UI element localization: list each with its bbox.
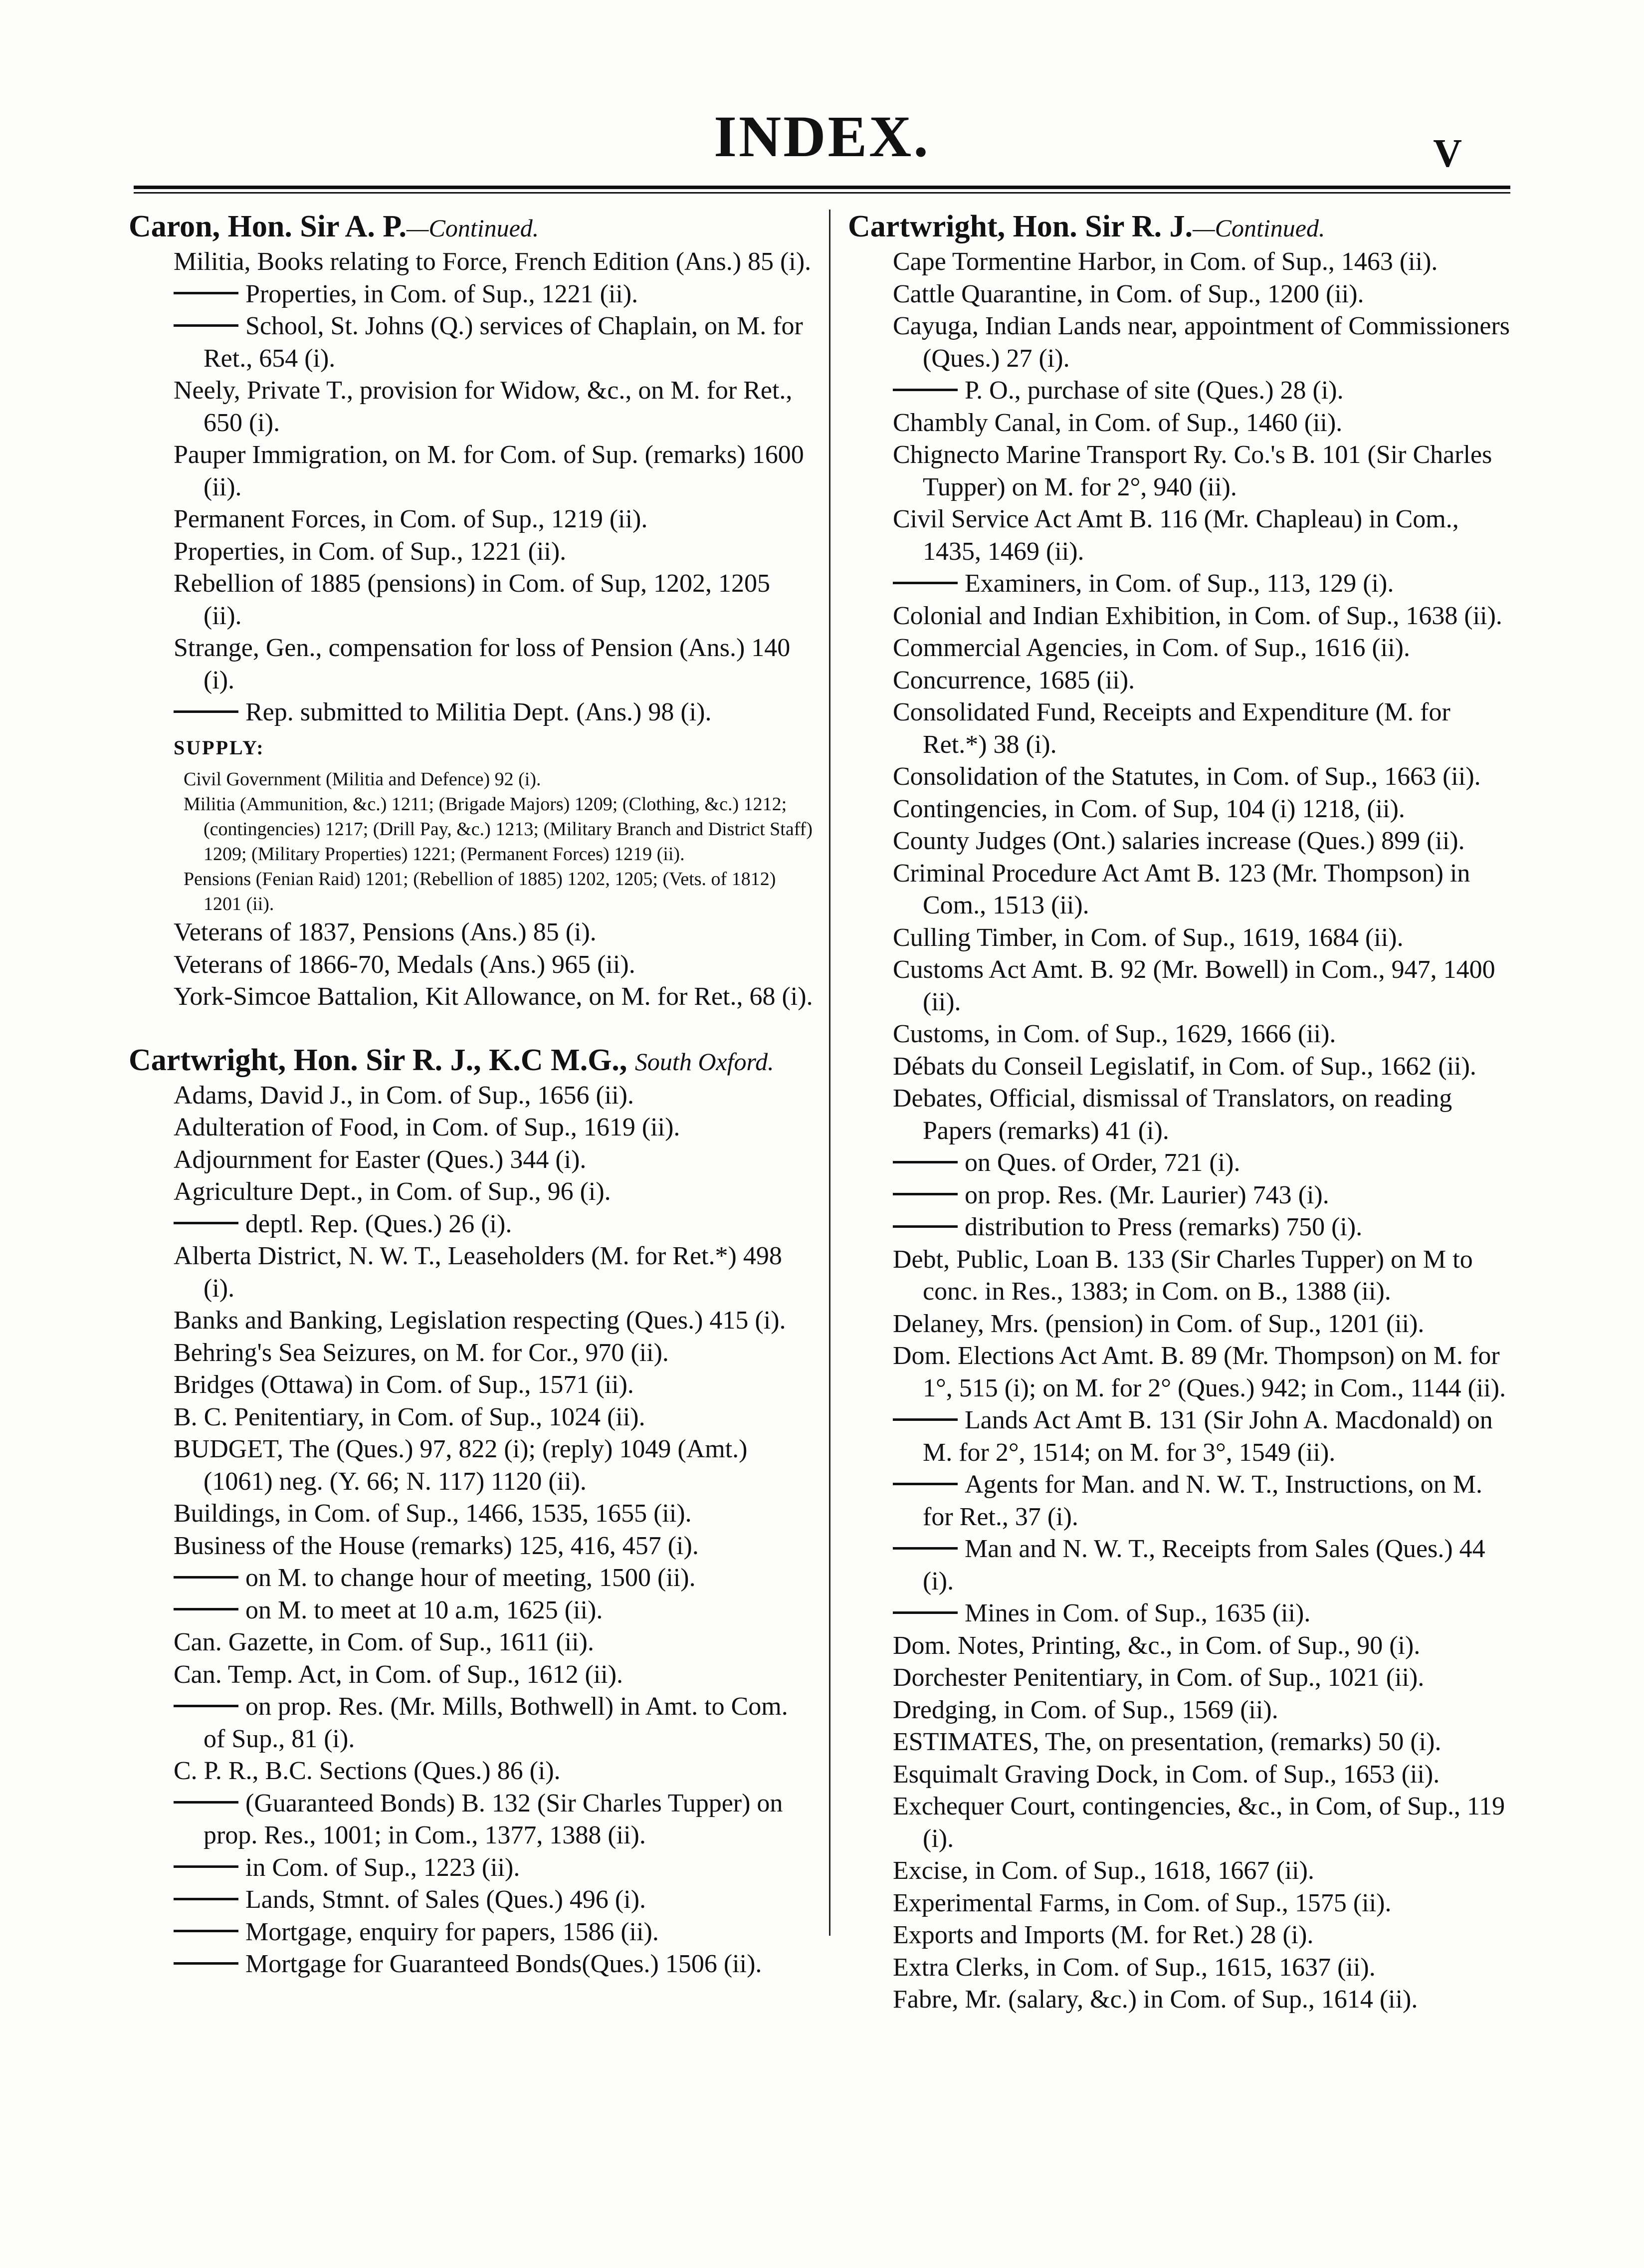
index-entry: Dorchester Penitentiary, in Com. of Sup., 1021 (ii). bbox=[893, 1663, 1425, 1692]
index-entry: Extra Clerks, in Com. of Sup., 1615, 1637 (ii). bbox=[893, 1953, 1376, 1982]
index-entry: Can. Gazette, in Com. of Sup., 1611 (ii). bbox=[174, 1628, 594, 1656]
index-entry: Properties, in Com. of Sup., 1221 (ii). bbox=[174, 537, 567, 566]
index-subentry: Agents for Man. and N. W. T., Instructions, on M. for Ret., 37 (i). bbox=[848, 1469, 1516, 1533]
index-subentry: on prop. Res. (Mr. Mills, Bothwell) in Amt. to Com. of Sup., 81 (i). bbox=[129, 1691, 813, 1755]
index-subentry: Lands Act Amt B. 131 (Sir John A. Macdonald) on M. for 2°, 1514; on M. for 3°, 1549 (ii). bbox=[848, 1404, 1516, 1469]
index-entry: Experimental Farms, in Com. of Sup., 1575 (ii). bbox=[893, 1888, 1392, 1917]
index-subentry: on M. to meet at 10 a.m, 1625 (ii). bbox=[129, 1594, 813, 1627]
page-number: V bbox=[1433, 132, 1462, 176]
index-entry: Business of the House (remarks) 125, 416, 457 (i). bbox=[174, 1531, 699, 1560]
index-entry: Commercial Agencies, in Com. of Sup., 1616 (ii). bbox=[893, 634, 1410, 662]
index-entry: Exchequer Court, contingencies, &c., in Com, of Sup., 119 (i). bbox=[893, 1792, 1505, 1853]
ditto-dash bbox=[174, 1222, 238, 1224]
index-entry: ESTIMATES, The, on presentation, (remarks) 50 (i). bbox=[893, 1728, 1441, 1756]
ditto-dash bbox=[174, 1962, 238, 1965]
index-entry: Buildings, in Com. of Sup., 1466, 1535, 1655 (ii). bbox=[174, 1499, 692, 1528]
index-subentry: Mortgage, enquiry for papers, 1586 (ii). bbox=[129, 1916, 813, 1949]
header-rule bbox=[134, 186, 1510, 189]
index-entry: Cattle Quarantine, in Com. of Sup., 1200 (ii). bbox=[893, 279, 1364, 308]
index-subentry: on M. to change hour of meeting, 1500 (ii). bbox=[129, 1562, 813, 1594]
index-subentry: deptl. Rep. (Ques.) 26 (i). bbox=[129, 1208, 813, 1241]
index-subentry: Lands, Stmnt. of Sales (Ques.) 496 (i). bbox=[129, 1884, 813, 1916]
index-entry: Exports and Imports (M. for Ret.) 28 (i). bbox=[893, 1921, 1314, 1949]
index-entry: Dom. Notes, Printing, &c., in Com. of Sup., 90 (i). bbox=[893, 1631, 1421, 1660]
ditto-dash bbox=[174, 710, 238, 713]
index-entry: Colonial and Indian Exhibition, in Com. of Sup., 1638 (ii). bbox=[893, 601, 1502, 630]
ditto-dash bbox=[174, 1898, 238, 1900]
ditto-dash bbox=[174, 324, 238, 327]
header-rule-thin bbox=[134, 192, 1510, 194]
index-entry: Dom. Elections Act Amt. B. 89 (Mr. Thompson) on M. for 1°, 515 (i); on M. for 2° (Ques.) 942; in Com., 1144 (ii). bbox=[893, 1342, 1506, 1402]
ditto-dash bbox=[893, 1225, 958, 1228]
index-entry: Excise, in Com. of Sup., 1618, 1667 (ii). bbox=[893, 1856, 1314, 1885]
index-subentry: Mortgage for Guaranteed Bonds(Ques.) 1506 (ii). bbox=[129, 1948, 813, 1981]
ditto-dash bbox=[174, 1801, 238, 1804]
index-entry: Debates, Official, dismissal of Translators, on reading Papers (remarks) 41 (i). bbox=[893, 1084, 1452, 1145]
index-subentry: on prop. Res. (Mr. Laurier) 743 (i). bbox=[848, 1179, 1516, 1212]
index-entry: County Judges (Ont.) salaries increase (Ques.) 899 (ii). bbox=[893, 827, 1465, 855]
ditto-dash bbox=[174, 1865, 238, 1868]
index-entry: BUDGET, The (Ques.) 97, 822 (i); (reply) 1049 (Amt.) (1061) neg. (Y. 66; N. 117) 1120 (ii). bbox=[174, 1435, 748, 1496]
index-heading: Caron, Hon. Sir A. P.—Continued. bbox=[129, 210, 539, 243]
ditto-dash bbox=[174, 292, 238, 294]
index-entry: Can. Temp. Act, in Com. of Sup., 1612 (ii). bbox=[174, 1660, 623, 1689]
index-heading: Cartwright, Hon. Sir R. J., K.C M.G., South Oxford. bbox=[129, 1043, 774, 1077]
ditto-dash bbox=[893, 1483, 958, 1485]
index-entry: Cape Tormentine Harbor, in Com. of Sup., 1463 (ii). bbox=[893, 247, 1438, 276]
ditto-dash bbox=[893, 582, 958, 584]
supply-entry: Militia (Ammunition, &c.) 1211; (Brigade Majors) 1209; (Clothing, &c.) 1212; (contingencies) 1217; (Drill Pay, &c.) 1213; (Military Branch and District Staff) 1209; (Military Properties) 1221; (Permanent Forces) 1219 (ii). bbox=[184, 794, 813, 865]
index-entry: Veterans of 1866-70, Medals (Ans.) 965 (ii). bbox=[174, 950, 635, 979]
ditto-dash bbox=[893, 1418, 958, 1421]
index-entry: Bridges (Ottawa) in Com. of Sup., 1571 (ii). bbox=[174, 1370, 634, 1399]
index-subentry: Man and N. W. T., Receipts from Sales (Ques.) 44 (i). bbox=[848, 1533, 1516, 1597]
spacer bbox=[129, 1013, 813, 1042]
index-entry: Customs, in Com. of Sup., 1629, 1666 (ii). bbox=[893, 1020, 1336, 1048]
ditto-dash bbox=[893, 389, 958, 391]
index-entry: Civil Service Act Amt B. 116 (Mr. Chapleau) in Com., 1435, 1469 (ii). bbox=[893, 505, 1459, 566]
index-entry: Agriculture Dept., in Com. of Sup., 96 (i). bbox=[174, 1177, 611, 1206]
supply-entry: Civil Government (Militia and Defence) 92 (i). bbox=[184, 769, 541, 790]
index-entry: Culling Timber, in Com. of Sup., 1619, 1684 (ii). bbox=[893, 923, 1404, 952]
column-divider bbox=[829, 210, 830, 1936]
right-column bbox=[848, 209, 1516, 2016]
ditto-dash bbox=[174, 1576, 238, 1579]
supply-entry: Pensions (Fenian Raid) 1201; (Rebellion of 1885) 1202, 1205; (Vets. of 1812) 1201 (ii). bbox=[184, 869, 776, 914]
index-entry: Criminal Procedure Act Amt B. 123 (Mr. Thompson) in Com., 1513 (ii). bbox=[893, 859, 1470, 919]
index-subentry: Rep. submitted to Militia Dept. (Ans.) 98 (i). bbox=[129, 696, 813, 729]
index-entry: Consolidated Fund, Receipts and Expenditure (M. for Ret.*) 38 (i). bbox=[893, 698, 1450, 759]
page-title: INDEX. bbox=[714, 104, 930, 169]
index-entry: Chambly Canal, in Com. of Sup., 1460 (ii). bbox=[893, 408, 1343, 437]
index-entry: Neely, Private T., provision for Widow, &c., on M. for Ret., 650 (i). bbox=[174, 376, 793, 437]
index-subentry: Examiners, in Com. of Sup., 113, 129 (i). bbox=[848, 568, 1516, 600]
index-subentry: Mines in Com. of Sup., 1635 (ii). bbox=[848, 1597, 1516, 1630]
index-entry: Contingencies, in Com. of Sup, 104 (i) 1218, (ii). bbox=[893, 794, 1405, 823]
index-entry: C. P. R., B.C. Sections (Ques.) 86 (i). bbox=[174, 1757, 561, 1785]
index-entry: Rebellion of 1885 (pensions) in Com. of Sup, 1202, 1205 (ii). bbox=[174, 569, 770, 630]
index-entry: Fabre, Mr. (salary, &c.) in Com. of Sup., 1614 (ii). bbox=[893, 1985, 1418, 2014]
index-entry: Adjournment for Easter (Ques.) 344 (i). bbox=[174, 1145, 587, 1174]
index-entry: Behring's Sea Seizures, on M. for Cor., 970 (ii). bbox=[174, 1338, 669, 1367]
ditto-dash bbox=[893, 1161, 958, 1163]
index-subentry: School, St. Johns (Q.) services of Chaplain, on M. for Ret., 654 (i). bbox=[129, 310, 813, 375]
index-entry: Chignecto Marine Transport Ry. Co.'s B. 101 (Sir Charles Tupper) on M. for 2°, 940 (ii). bbox=[893, 441, 1492, 501]
index-entry: Débats du Conseil Legislatif, in Com. of Sup., 1662 (ii). bbox=[893, 1052, 1476, 1081]
index-entry: Delaney, Mrs. (pension) in Com. of Sup., 1201 (ii). bbox=[893, 1309, 1425, 1338]
index-entry: Esquimalt Graving Dock, in Com. of Sup., 1653 (ii). bbox=[893, 1760, 1440, 1789]
index-entry: Adams, David J., in Com. of Sup., 1656 (ii). bbox=[174, 1081, 634, 1110]
index-entry: Veterans of 1837, Pensions (Ans.) 85 (i). bbox=[174, 918, 597, 946]
ditto-dash bbox=[174, 1705, 238, 1707]
index-subentry: distribution to Press (remarks) 750 (i). bbox=[848, 1211, 1516, 1244]
index-entry: Consolidation of the Statutes, in Com. of Sup., 1663 (ii). bbox=[893, 762, 1481, 791]
index-entry: Alberta District, N. W. T., Leaseholders (M. for Ret.*) 498 (i). bbox=[174, 1242, 782, 1303]
index-subentry: in Com. of Sup., 1223 (ii). bbox=[129, 1852, 813, 1884]
ditto-dash bbox=[174, 1930, 238, 1932]
index-entry: Concurrence, 1685 (ii). bbox=[893, 666, 1135, 694]
index-entry: Strange, Gen., compensation for loss of Pension (Ans.) 140 (i). bbox=[174, 634, 791, 694]
ditto-dash bbox=[893, 1611, 958, 1614]
ditto-dash bbox=[174, 1608, 238, 1610]
index-entry: Militia, Books relating to Force, French Edition (Ans.) 85 (i). bbox=[174, 247, 812, 276]
ditto-dash bbox=[893, 1547, 958, 1550]
index-heading: Cartwright, Hon. Sir R. J.—Continued. bbox=[848, 210, 1325, 243]
ditto-dash bbox=[893, 1193, 958, 1195]
index-entry: Debt, Public, Loan B. 133 (Sir Charles Tupper) on M to conc. in Res., 1383; in Com. on B., 1388 (ii). bbox=[893, 1245, 1473, 1306]
index-subentry: (Guaranteed Bonds) B. 132 (Sir Charles Tupper) on prop. Res., 1001; in Com., 1377, 1388 (ii). bbox=[129, 1788, 813, 1852]
index-entry: Cayuga, Indian Lands near, appointment of Commissioners (Ques.) 27 (i). bbox=[893, 312, 1510, 373]
index-subentry: Properties, in Com. of Sup., 1221 (ii). bbox=[129, 278, 813, 311]
index-entry: Dredging, in Com. of Sup., 1569 (ii). bbox=[893, 1695, 1278, 1724]
index-entry: Permanent Forces, in Com. of Sup., 1219 (ii). bbox=[174, 505, 648, 533]
index-entry: York-Simcoe Battalion, Kit Allowance, on M. for Ret., 68 (i). bbox=[174, 982, 813, 1011]
supply-label: SUPPLY: bbox=[174, 736, 265, 759]
index-entry: B. C. Penitentiary, in Com. of Sup., 1024 (ii). bbox=[174, 1402, 645, 1431]
index-entry: Banks and Banking, Legislation respecting (Ques.) 415 (i). bbox=[174, 1306, 786, 1335]
index-entry: Customs Act Amt. B. 92 (Mr. Bowell) in Com., 947, 1400 (ii). bbox=[893, 955, 1495, 1016]
index-entry: Pauper Immigration, on M. for Com. of Sup. (remarks) 1600 (ii). bbox=[174, 441, 804, 501]
index-entry: Adulteration of Food, in Com. of Sup., 1619 (ii). bbox=[174, 1113, 680, 1141]
index-subentry: on Ques. of Order, 721 (i). bbox=[848, 1147, 1516, 1179]
index-subentry: P. O., purchase of site (Ques.) 28 (i). bbox=[848, 375, 1516, 407]
left-column bbox=[129, 209, 813, 1981]
